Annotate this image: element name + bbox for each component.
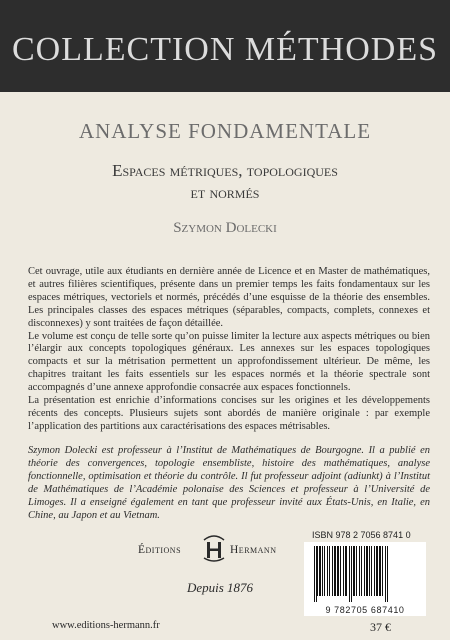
- barcode: [304, 542, 426, 616]
- book-subtitle: [0, 160, 450, 204]
- publisher-name-left: Éditions: [138, 544, 182, 556]
- barcode-bar: [319, 546, 321, 596]
- barcode-bar: [356, 546, 357, 596]
- barcode-bar: [327, 546, 328, 596]
- barcode-bar: [369, 546, 370, 596]
- barcode-bar: [329, 546, 330, 596]
- barcode-bar: [345, 546, 347, 596]
- barcode-bar: [387, 546, 388, 602]
- barcode-bar: [340, 546, 341, 596]
- barcode-bar: [337, 546, 339, 596]
- barcode-bar: [364, 546, 365, 596]
- since-text: Depuis 1876: [186, 580, 254, 595]
- description-paragraph: Cet ouvrage, utile aux étudiants en dernière année de Licence et en Master de mathématiques, et autres filières scientifiques, présente dans un premier temps les faits fondamentaux sur les espaces métriques, vectoriels et normés, précédés d’une esquisse de la théorie des ensembles. Les principales classes des espaces métriques (séparables, compacts, complets, connexes et disconnexes) y sont traitées de façon détaillée.: [28, 266, 430, 329]
- series-title: COLLECTION MÉTHODES: [11, 31, 439, 68]
- series-header-band: [0, 0, 450, 92]
- book-description: [28, 266, 430, 434]
- barcode-bar: [374, 546, 375, 596]
- barcode-bar: [366, 546, 368, 596]
- barcode-bar: [349, 546, 350, 602]
- barcode-bar: [382, 546, 383, 596]
- barcode-bar: [371, 546, 372, 596]
- barcode-bar: [343, 546, 344, 596]
- publisher-name-right: Hermann: [230, 544, 277, 556]
- barcode-bar: [334, 546, 336, 596]
- barcode-bar: [385, 546, 386, 602]
- hermann-h-emblem-icon: [201, 534, 227, 562]
- isbn-label: ISBN 978 2 7056 8741 0: [312, 530, 411, 540]
- publisher-website[interactable]: www.editions-hermann.fr: [52, 620, 160, 631]
- author-name: Szymon Dolecki: [173, 220, 277, 236]
- barcode-bar: [353, 546, 355, 596]
- barcode-bar: [379, 546, 381, 596]
- price-label: 37 €: [370, 620, 391, 634]
- subtitle-line-2: et normés: [190, 183, 260, 202]
- barcode-bar: [314, 546, 315, 602]
- ean13-barcode: [304, 542, 426, 604]
- subtitle-line-1: Espaces métriques, topologiques: [112, 161, 338, 180]
- barcode-bar: [376, 546, 378, 596]
- barcode-bar: [316, 546, 317, 602]
- description-paragraph: Le volume est conçu de telle sorte qu’on puisse limiter la lecture aux aspects métriques ou bien l’élargir aux concepts topologiques généraux. Les annexes sur les espaces topologiques compacts et sur la métrisation permettent un approfondissement ultérieur. De même, les chapitres traitant les faits essentiels sur les espaces normés et la théorie spectrale sont accompagnés d’une annexe approfondie consacrée aux espaces fonctionnels.: [28, 330, 430, 394]
- description-paragraph: La présentation est enrichie d’informations concises sur les origines et les développements récents des concepts. Plusieurs sujets sont abordés de manière originale : par exemple l’application des partitions aux caractérisations des espaces métrisables.: [28, 395, 430, 432]
- barcode-bar: [332, 546, 333, 596]
- author-bio: Szymon Dolecki est professeur à l’Institut de Mathématiques de Bourgogne. Il a publié en théorie des convergences, topologie ensembliste, histoire des mathématiques, analyse fonctionnelle, optimisation et théorie du contrôle. Il fut professeur adjoint (adiunkt) à l’Institut de Mathématiques de l’Académie polonaise des Sciences et professeur à l’Université de Limoges. Il a enseigné également en tant que professeur invité aux États-Unis, en Italie, en Chine, au Japon et au Vietnam.: [28, 445, 430, 521]
- barcode-bar: [317, 546, 318, 596]
- barcode-bar: [351, 546, 352, 602]
- barcode-bar: [361, 546, 362, 596]
- barcode-bar: [324, 546, 325, 596]
- barcode-digits: 9 782705 687410: [325, 605, 405, 615]
- barcode-bar: [359, 546, 360, 596]
- barcode-bar: [322, 546, 323, 596]
- book-title: ANALYSE FONDAMENTALE: [78, 119, 372, 143]
